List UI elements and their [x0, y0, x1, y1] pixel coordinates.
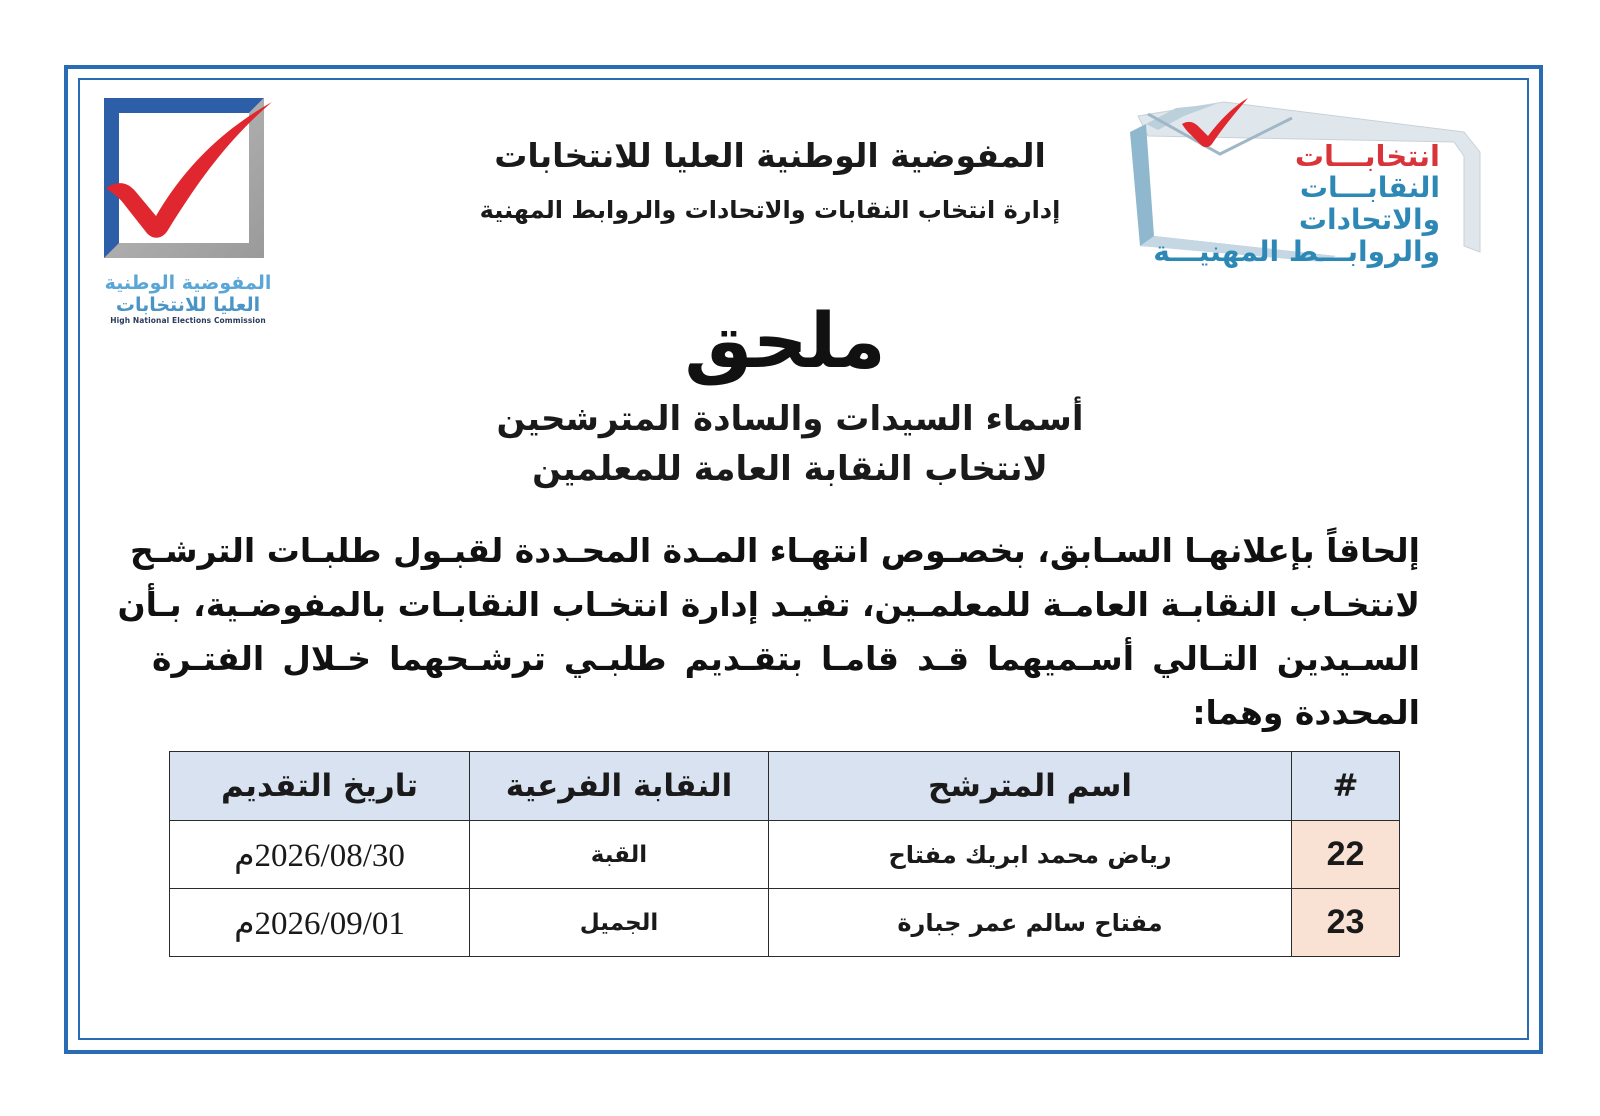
row-number: 23 [1292, 889, 1400, 957]
header-number: # [1292, 752, 1400, 821]
paragraph-line-2: لانتخـاب النقابـة العامـة للمعلمـين، تفيـد إدارة انتخـاب النقابـات بالمفوضـية، بـأن [117, 585, 1420, 624]
header-submission-date: تاريخ التقديم [170, 752, 470, 821]
annex-heading [440, 394, 1140, 494]
paragraph-line-3: السـيدين التـالي أسـميهما قـد قامـا بتقـديم طلبـي ترشـحهما خـلال الفتـرة [152, 639, 1420, 678]
submission-date: 2026/09/01م [170, 889, 470, 957]
table-row [170, 889, 1400, 957]
syndicate-logo-text [1150, 140, 1440, 268]
table-row [170, 821, 1400, 889]
candidates-table [169, 751, 1400, 957]
hnec-logo-name [98, 272, 278, 316]
branch-syndicate: القبة [470, 821, 769, 889]
candidate-name: رياض محمد ابريك مفتاح [769, 821, 1292, 889]
paragraph-line-1: إلحاقاً بإعلانهـا السـابق، بخصـوص انتهـاء المـدة المحـددة لقبـول طلبـات الترشـح [130, 531, 1420, 570]
hnec-english-name: High National Elections Commission [110, 316, 266, 325]
annex-heading-line2: لانتخاب النقابة العامة للمعلمين [532, 449, 1048, 489]
annex-heading-line1: أسماء السيدات والسادة المترشحين [496, 399, 1084, 439]
syndicate-logo-line1: انتخابـــات [1294, 139, 1440, 173]
header-candidate-name: اسم المترشح [769, 752, 1292, 821]
organization-title: المفوضية الوطنية العليا للانتخابات [494, 136, 1046, 175]
hnec-name-line2: العليا للانتخابات [115, 294, 261, 316]
paragraph-line-4: المحددة وهما: [1192, 693, 1420, 732]
table-header-row [170, 752, 1400, 821]
annex-title: ملحق [684, 296, 886, 385]
row-number: 22 [1292, 821, 1400, 889]
hnec-name-line1: المفوضية الوطنية [104, 272, 272, 294]
header-branch-syndicate: النقابة الفرعية [470, 752, 769, 821]
syndicate-logo-line3: والروابـــط المهنيـــة [1153, 235, 1440, 268]
submission-date: 2026/08/30م [170, 821, 470, 889]
announcement-paragraph [117, 524, 1420, 740]
branch-syndicate: الجميل [470, 889, 769, 957]
candidate-name: مفتاح سالم عمر جبارة [769, 889, 1292, 957]
organization-subtitle: إدارة انتخاب النقابات والاتحادات والروابط المهنية [479, 196, 1061, 224]
syndicate-logo-line2: النقابـــات والاتحادات [1298, 171, 1440, 236]
